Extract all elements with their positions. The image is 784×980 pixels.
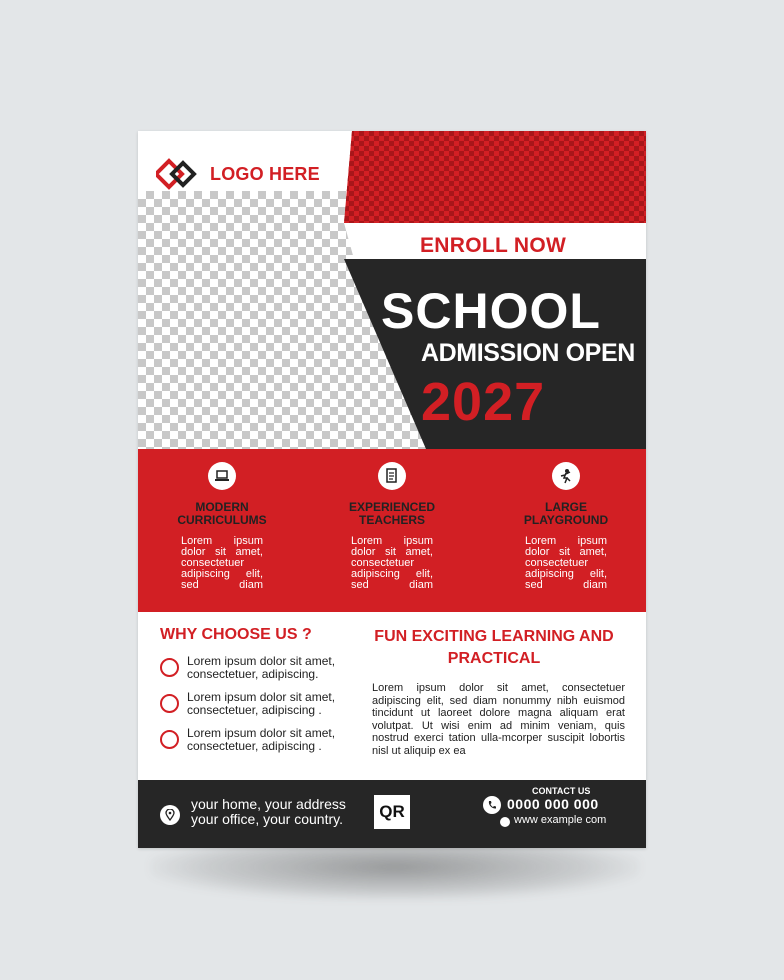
list-item [160,691,347,717]
feature-title: MODERN CURRICULUMS [177,500,267,527]
logo-diamond-icon [156,158,200,190]
logo-text: LOGO HERE [210,163,320,184]
list-item-text: Lorem ipsum dolor sit amet, consectetuer, adipiscing . [187,726,336,753]
bullet-circle-icon [160,694,179,713]
qr-code: QR [374,795,410,829]
location-pin-icon [160,805,180,825]
list-item-text: Lorem ipsum dolor sit amet, consectetuer, adipiscing . [187,690,336,717]
phone-icon [483,796,501,814]
feature-body: Lorem ipsum dolor sit amet, consectetuer adipiscing elit, sed diam [351,535,433,591]
feature-curriculums [142,462,302,591]
website-url: www example com [514,814,607,826]
logo [156,158,320,190]
bullet-circle-icon [160,730,179,749]
fun-learning-body: Lorem ipsum dolor sit amet, consectetuer adipiscing elit, sed diam nonummy nibh euismod tincidunt ut laoreet dolore magna aliquam erat volutpat. Ut wisi enim ad minim veniam, quis nostrud exerci tation ulla-mcorper suscipit lobortis nisl ut aliquip ex ea [372,682,625,757]
title-school: SCHOOL [381,283,601,339]
list-item [160,655,347,681]
globe-icon [500,817,510,827]
title-admission-open: ADMISSION OPEN [421,339,635,367]
feature-title: EXPERIENCED TEACHERS [348,500,436,527]
title-year: 2027 [421,372,546,432]
feature-playground [486,462,646,591]
playground-icon [552,462,580,490]
fun-learning-title: FUN EXCITING LEARNING AND PRACTICAL [374,628,614,667]
phone-number: 0000 000 000 [507,796,599,812]
contact-us-label: CONTACT US [532,786,591,796]
list-item-text: Lorem ipsum dolor sit amet, consectetuer, adipiscing. [187,654,336,681]
enroll-now-label: ENROLL NOW [420,234,567,257]
flyer-shadow [150,845,640,900]
feature-title: LARGE PLAYGROUND [523,500,609,527]
feature-body: Lorem ipsum dolor sit amet, consectetuer adipiscing elit, sed diam [525,535,607,591]
flyer [138,131,646,848]
feature-teachers [312,462,472,591]
bullet-circle-icon [160,658,179,677]
why-choose-us-title: WHY CHOOSE US ? [160,626,312,643]
document-icon [378,462,406,490]
feature-body: Lorem ipsum dolor sit amet, consectetuer adipiscing elit, sed diam [181,535,263,591]
footer-address: your home, your address your office, your country. [191,796,346,827]
list-item [160,727,347,753]
laptop-icon [208,462,236,490]
red-pattern-block [344,131,646,223]
